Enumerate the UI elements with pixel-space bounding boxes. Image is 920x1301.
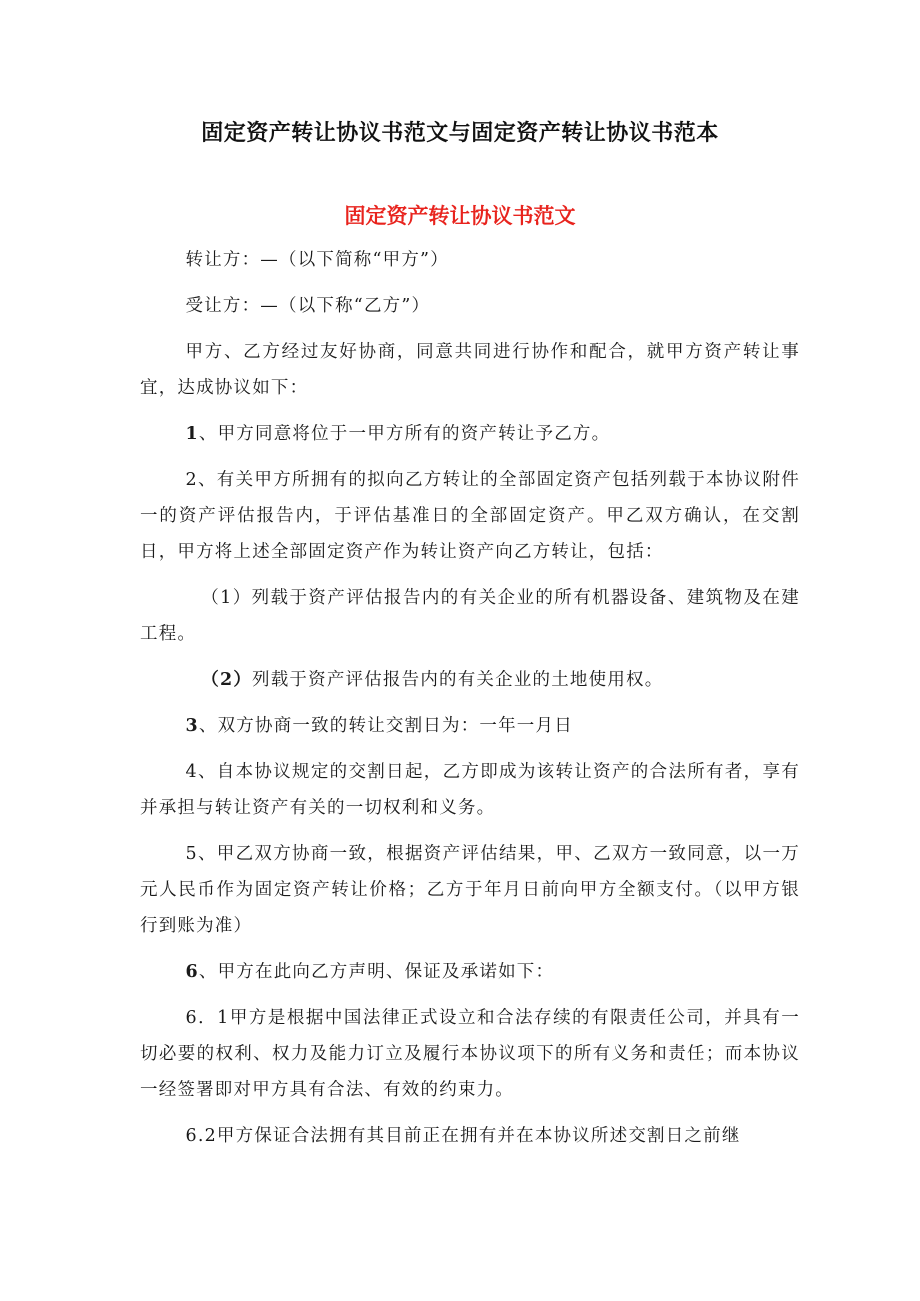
paragraph-clause-6-1: 6．1甲方是根据中国法律正式设立和合法存续的有限责任公司，并具有一切必要的权利、权力及能力订立及履行本协议项下的所有义务和责任；而本协议一经签署即对甲方具有合法、有效的约束力。 (140, 1008, 800, 1100)
paragraph-clause-2-2: （2）列载于资产评估报告内的有关企业的土地使用权。 (201, 670, 664, 690)
section-title: 固定资产转让协议书范文 (344, 204, 576, 228)
paragraph-transferor: 转让方：—（以下简称“甲方”） (185, 250, 449, 270)
paragraph-clause-5: 5、甲乙双方协商一致，根据资产评估结果，甲、乙双方一致同意，以一万元人民币作为固定资产转让价格；乙方于年月日前向甲方全额支付。（以甲方银行到账为准） (140, 844, 800, 936)
paragraph-clause-1: 1、甲方同意将位于一甲方所有的资产转让予乙方。 (185, 424, 611, 444)
paragraph-clause-3: 3、双方协商一致的转让交割日为：一年一月日 (185, 716, 573, 736)
document-title: 固定资产转让协议书范文与固定资产转让协议书范本 (201, 121, 719, 146)
paragraph-clause-6: 6、甲方在此向乙方声明、保证及承诺如下： (185, 962, 555, 982)
paragraph-clause-4: 4、自本协议规定的交割日起，乙方即成为该转让资产的合法所有者，享有并承担与转让资产有关的一切权利和义务。 (140, 762, 800, 818)
document-body (140, 242, 800, 1164)
paragraph-clause-2: 2、有关甲方所拥有的拟向乙方转让的全部固定资产包括列载于本协议附件一的资产评估报告内，于评估基准日的全部固定资产。甲乙双方确认，在交割日，甲方将上述全部固定资产作为转让资产向乙方转让，包括： (140, 470, 800, 562)
paragraph-clause-6-2: 6.2甲方保证合法拥有其目前正在拥有并在本协议所述交割日之前继 (185, 1126, 741, 1146)
paragraph-clause-2-1: （1）列载于资产评估报告内的有关企业的所有机器设备、建筑物及在建工程。 (140, 588, 800, 644)
paragraph-preamble: 甲方、乙方经过友好协商，同意共同进行协作和配合，就甲方资产转让事宜，达成协议如下： (140, 342, 800, 398)
paragraph-transferee: 受让方：—（以下称“乙方”） (185, 296, 431, 316)
